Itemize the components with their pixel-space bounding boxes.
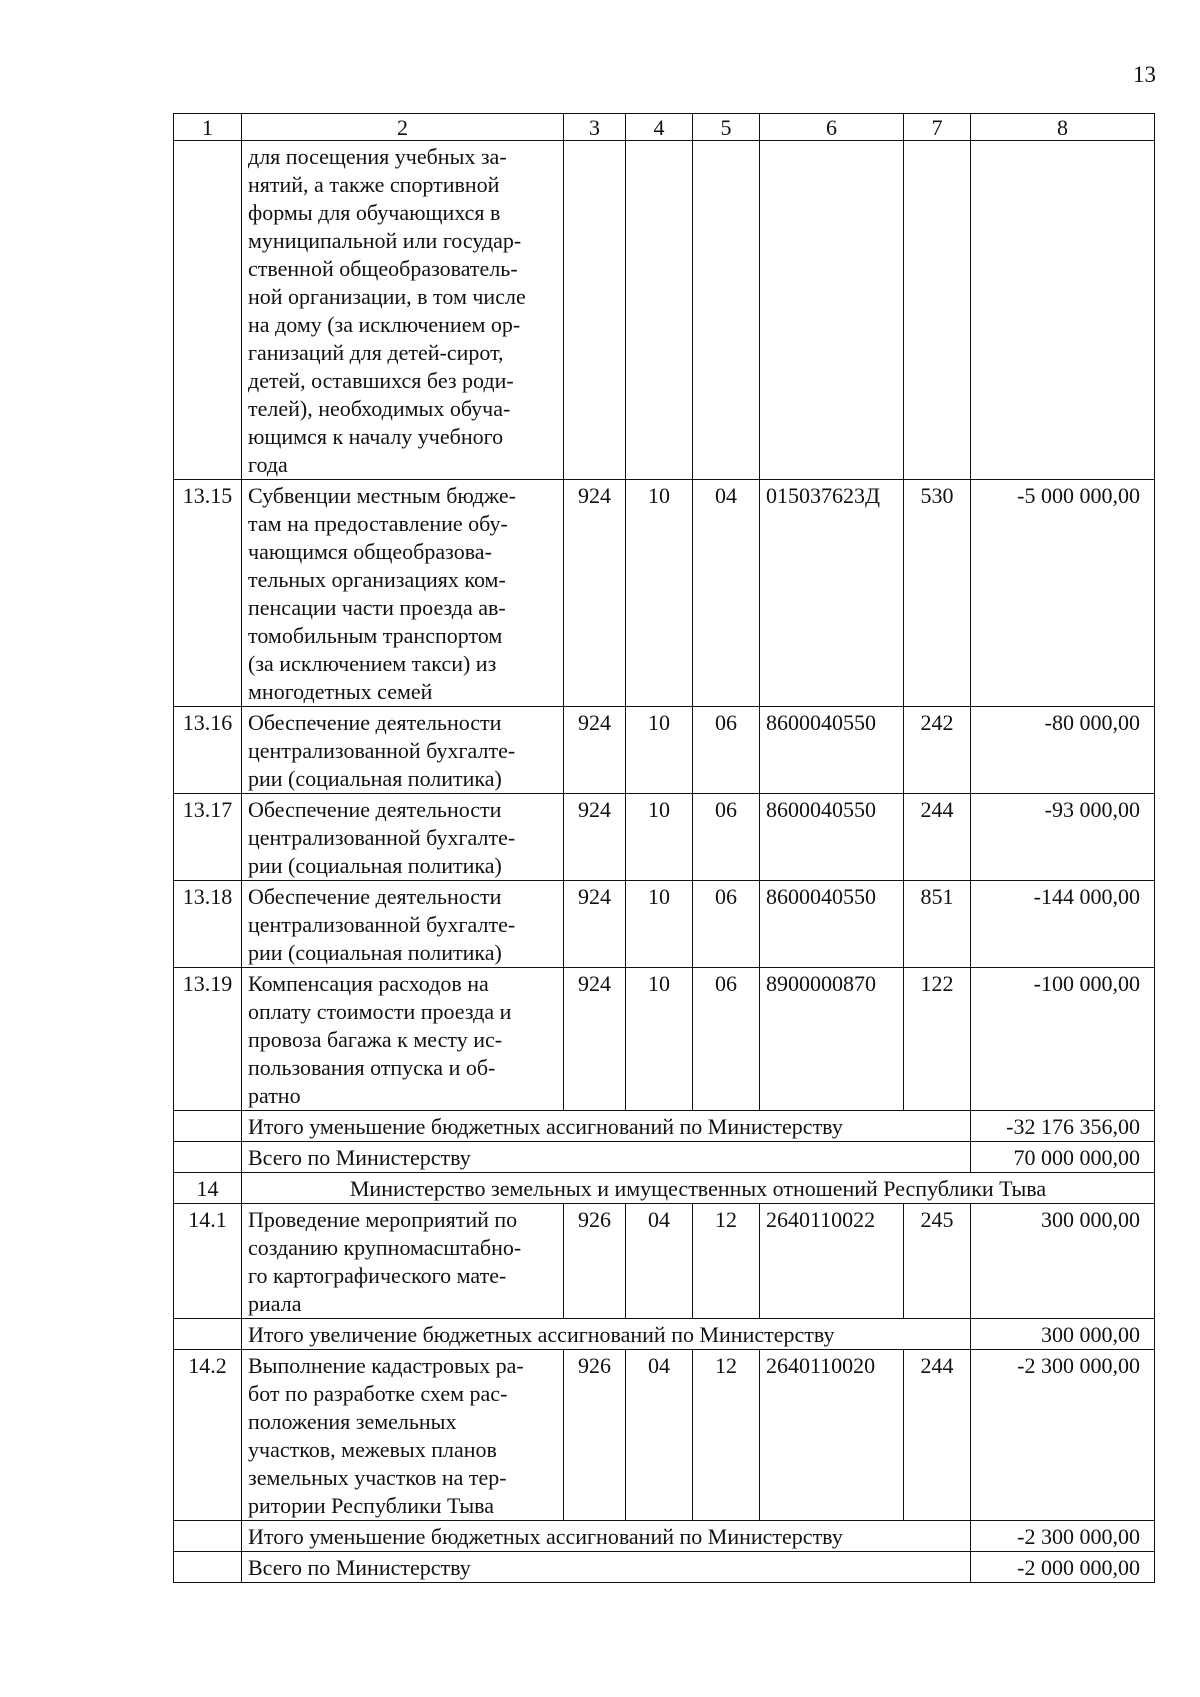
table-row (174, 480, 1155, 707)
total-row (174, 1142, 1155, 1173)
header-col-4: 4 (626, 114, 693, 141)
row-number: 13.16 (174, 707, 242, 794)
cell-col-4: 10 (626, 480, 693, 707)
row-description: Обеспечение деятельности централизованной бухгалте- рии (социальная политика) (242, 881, 564, 968)
cell-col-3: 924 (564, 968, 626, 1111)
row-description: Обеспечение деятельности централизованной бухгалте- рии (социальная политика) (242, 707, 564, 794)
cell-col-5: 12 (693, 1204, 760, 1319)
header-col-1: 1 (174, 114, 242, 141)
row-number: 14.2 (174, 1350, 242, 1521)
header-col-3: 3 (564, 114, 626, 141)
empty-cell (174, 1552, 242, 1583)
cell-col-6: 015037623Д (760, 480, 904, 707)
empty-cell (174, 1142, 242, 1173)
cell-col-4: 04 (626, 1350, 693, 1521)
budget-table (173, 113, 1155, 1583)
cell-col-5: 04 (693, 480, 760, 707)
row-description: для посещения учебных за- нятий, а также спортивной формы для обучающихся в муниципальной или государ- ственной общеобразователь- ной организации, в том числе на дому (за исключением ор- ганизаций для детей-сирот, детей, оставшихся без роди- телей), необходимых обуча- ющимся к началу учебного года (242, 141, 564, 480)
table-row (174, 141, 1155, 480)
total-decrease-value: -32 176 356,00 (971, 1111, 1155, 1142)
cell-col-7: 244 (904, 1350, 971, 1521)
section-header-row (174, 1173, 1155, 1204)
cell-col-3: 924 (564, 707, 626, 794)
cell-col-6: 8600040550 (760, 881, 904, 968)
cell-col-4: 10 (626, 794, 693, 881)
cell-col-4: 04 (626, 1204, 693, 1319)
row-description: Проведение мероприятий по созданию крупномасштабно- го картографического мате- риала (242, 1204, 564, 1319)
row-number: 13.19 (174, 968, 242, 1111)
row-number: 13.15 (174, 480, 242, 707)
cell-col-3: 926 (564, 1204, 626, 1319)
cell-col-6: 2640110022 (760, 1204, 904, 1319)
total-increase-value: 300 000,00 (971, 1319, 1155, 1350)
cell-col-6: 8600040550 (760, 707, 904, 794)
cell-col-8: -144 000,00 (971, 881, 1155, 968)
grand-total-value: 70 000 000,00 (971, 1142, 1155, 1173)
cell-col-5: 06 (693, 794, 760, 881)
cell-col-3: 926 (564, 1350, 626, 1521)
empty-cell (174, 1319, 242, 1350)
cell-col-8: -100 000,00 (971, 968, 1155, 1111)
total-row (174, 1552, 1155, 1583)
total-row (174, 1111, 1155, 1142)
total-decrease-value: -2 300 000,00 (971, 1521, 1155, 1552)
header-col-2: 2 (242, 114, 564, 141)
cell-col-7: 242 (904, 707, 971, 794)
header-col-8: 8 (971, 114, 1155, 141)
cell-col-6: 8900000870 (760, 968, 904, 1111)
header-col-7: 7 (904, 114, 971, 141)
total-decrease-label: Итого уменьшение бюджетных ассигнований по Министерству (242, 1521, 971, 1552)
cell-col-3: 924 (564, 480, 626, 707)
cell-col-7: 122 (904, 968, 971, 1111)
cell-col-6: 2640110020 (760, 1350, 904, 1521)
section-number: 14 (174, 1173, 242, 1204)
row-number (174, 141, 242, 480)
cell-col-8: 300 000,00 (971, 1204, 1155, 1319)
header-col-5: 5 (693, 114, 760, 141)
row-number: 13.18 (174, 881, 242, 968)
empty-cell (174, 1521, 242, 1552)
cell-col-4 (626, 141, 693, 480)
total-decrease-label: Итого уменьшение бюджетных ассигнований по Министерству (242, 1111, 971, 1142)
total-increase-label: Итого увеличение бюджетных ассигнований по Министерству (242, 1319, 971, 1350)
cell-col-8 (971, 141, 1155, 480)
cell-col-8: -5 000 000,00 (971, 480, 1155, 707)
cell-col-7: 530 (904, 480, 971, 707)
row-number: 13.17 (174, 794, 242, 881)
cell-col-5: 06 (693, 881, 760, 968)
total-row (174, 1319, 1155, 1350)
cell-col-3: 924 (564, 881, 626, 968)
cell-col-7: 245 (904, 1204, 971, 1319)
table-row (174, 881, 1155, 968)
cell-col-5: 06 (693, 707, 760, 794)
cell-col-8: -93 000,00 (971, 794, 1155, 881)
table-row (174, 968, 1155, 1111)
row-description: Выполнение кадастровых ра- бот по разработке схем рас- положения земельных участков, межевых планов земельных участков на тер- ритории Республики Тыва (242, 1350, 564, 1521)
section-title: Министерство земельных и имущественных отношений Республики Тыва (242, 1173, 1155, 1204)
cell-col-3 (564, 141, 626, 480)
column-number-header-row (174, 114, 1155, 141)
cell-col-4: 10 (626, 968, 693, 1111)
table-row (174, 1204, 1155, 1319)
cell-col-5 (693, 141, 760, 480)
cell-col-6 (760, 141, 904, 480)
cell-col-7 (904, 141, 971, 480)
cell-col-7: 244 (904, 794, 971, 881)
table-row (174, 794, 1155, 881)
cell-col-3: 924 (564, 794, 626, 881)
table-row (174, 707, 1155, 794)
cell-col-4: 10 (626, 881, 693, 968)
cell-col-5: 06 (693, 968, 760, 1111)
page-number: 13 (1133, 62, 1156, 87)
cell-col-8: -80 000,00 (971, 707, 1155, 794)
row-number: 14.1 (174, 1204, 242, 1319)
header-col-6: 6 (760, 114, 904, 141)
row-description: Субвенции местным бюдже- там на предоставление обу- чающимся общеобразова- тельных организациях ком- пенсации части проезда ав- томобильным транспортом (за исключением такси) из многодетных семей (242, 480, 564, 707)
table-row (174, 1350, 1155, 1521)
cell-col-8: -2 300 000,00 (971, 1350, 1155, 1521)
grand-total-label: Всего по Министерству (242, 1552, 971, 1583)
total-row (174, 1521, 1155, 1552)
row-description: Обеспечение деятельности централизованной бухгалте- рии (социальная политика) (242, 794, 564, 881)
grand-total-label: Всего по Министерству (242, 1142, 971, 1173)
cell-col-7: 851 (904, 881, 971, 968)
cell-col-4: 10 (626, 707, 693, 794)
row-description: Компенсация расходов на оплату стоимости проезда и провоза багажа к месту ис- пользования отпуска и об- ратно (242, 968, 564, 1111)
grand-total-value: -2 000 000,00 (971, 1552, 1155, 1583)
cell-col-6: 8600040550 (760, 794, 904, 881)
cell-col-5: 12 (693, 1350, 760, 1521)
empty-cell (174, 1111, 242, 1142)
